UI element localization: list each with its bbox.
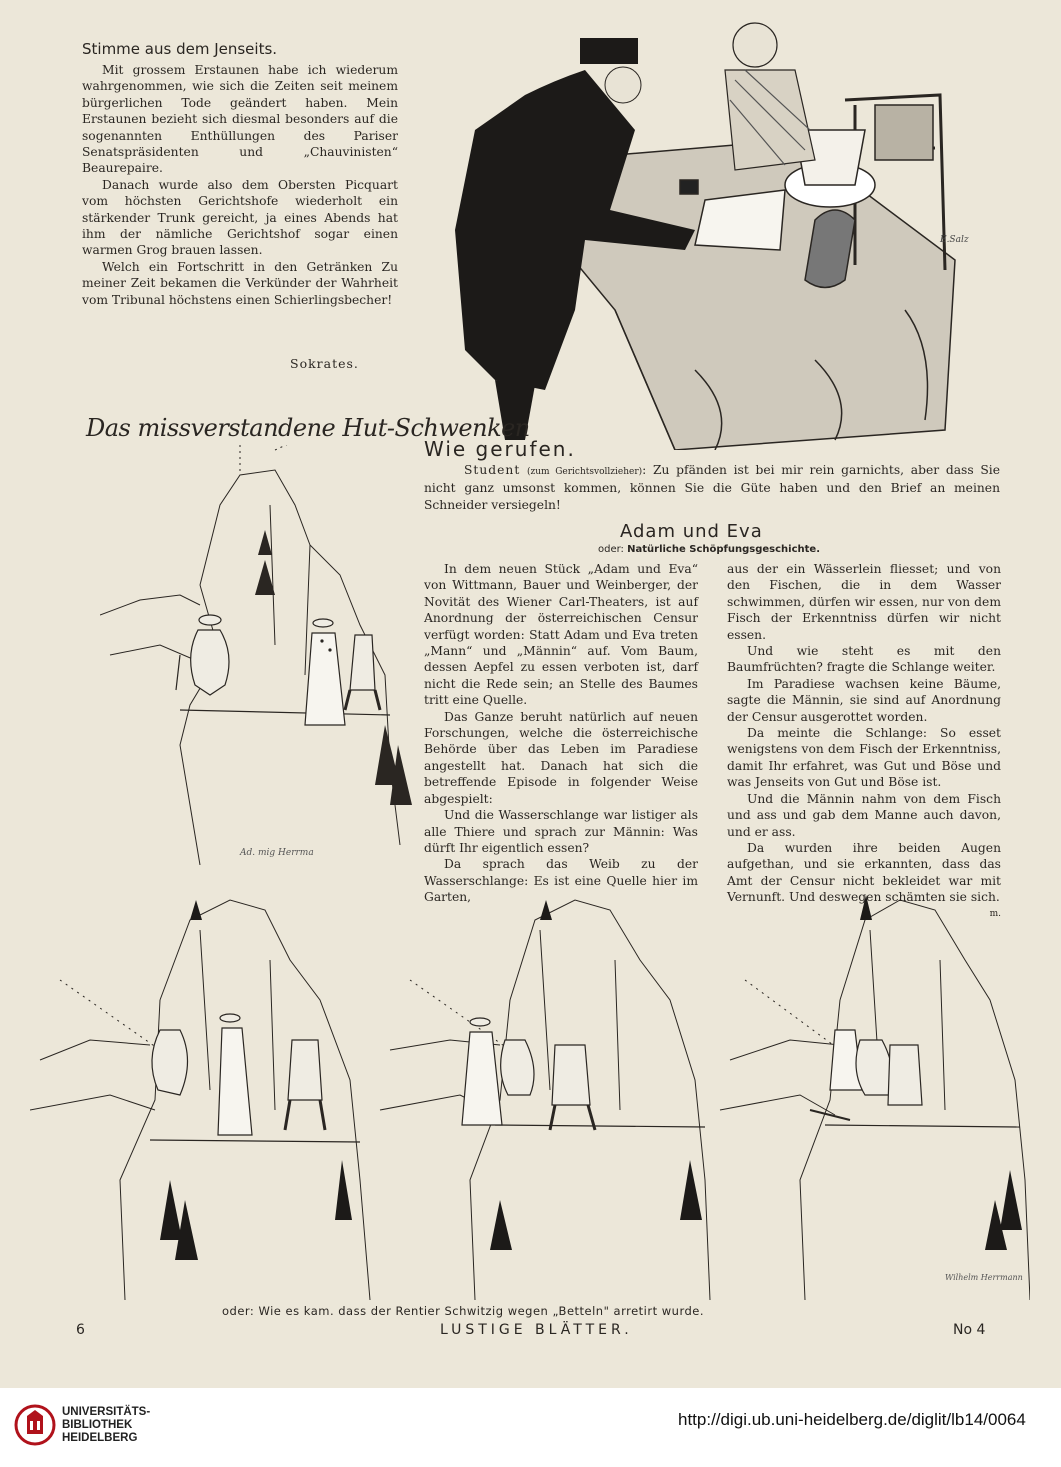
stimme-body: [82, 62, 398, 308]
wie-paragraph: [424, 462, 1000, 513]
adam-subtitle: [598, 544, 820, 555]
adam-signoff: m.: [989, 908, 1001, 919]
university-seal-icon: [14, 1404, 56, 1446]
library-name: [62, 1406, 150, 1445]
court-signature: E.Salz: [940, 235, 969, 245]
stimme-paragraph: Mit grossem Erstaunen habe ich wiederum wahrgenommen, wie sich die Zeiten seit meinem bürgerlichen Tode geändert haben. Mein Erstaunen bezieht sich diesmal besonders auf die sogenannten Enthüllungen des Pariser Senatspräsidenten und „Chauvinisten“ Beaurepaire.: [82, 63, 398, 176]
adam-paragraph: Da sprach das Weib zu der Wasserschlange: Es ist eine Quelle hier im Garten,: [424, 857, 698, 905]
adam-paragraph: Das Ganze beruht natürlich auf neuen Forschungen, welche die österreichische Behörde über das Leben im Paradiese angestellt hat. Danach hat sich die betreffende Episode in folgender Weise abgespielt:: [424, 709, 698, 806]
hut-panel-strip: [30, 880, 1030, 1300]
stimme-signature: Sokrates.: [290, 356, 359, 371]
hut-caption: oder: Wie es kam. dass der Rentier Schwitzig wegen „Betteln" arretirt wurde.: [222, 1304, 705, 1318]
wie-title: Wie gerufen.: [424, 437, 576, 461]
adam-last-paragraph: Da wurden ihre beiden Augen aufgethan, und sie erkannten, dass das Amt der Censur nicht bekleidet war mit Vernunft. Und deswegen schämten sie sich.: [727, 840, 1001, 905]
stimme-paragraph: Danach wurde also dem Obersten Picquart vom höchsten Gerichtshofe wiederholt ein stärkender Trunk gereicht, ja eines Abends hat ihm der nämliche Gerichtshof sogar einen warmen Grog brauen lassen.: [82, 177, 398, 258]
adam-column-1: [424, 561, 698, 906]
adam-paragraph: Und die Wasserschlange war listiger als alle Thiere und sprach zur Männin: Was dürft Ihr eigentlich essen?: [424, 808, 698, 855]
adam-title: Adam und Eva: [620, 521, 763, 542]
wie-body: [424, 462, 1000, 513]
hut-first-signature: Ad. mig Herrma: [240, 848, 314, 858]
wie-speaker: Student: [464, 463, 521, 477]
wie-text: : Zu pfänden ist bei mir rein garnichts, aber dass Sie nicht ganz umsonst kommen, können Sie die Güte haben und den Brief an meinen Schneider versiegeln!: [424, 463, 1000, 512]
stimme-paragraph: Welch ein Fortschritt in den Getränken Zu meiner Zeit bekamen die Verkünder der Wahrheit vom Tribunal höchstens einen Schierlingsbecher!: [82, 259, 398, 307]
page-number: 6: [76, 1322, 85, 1338]
issue-number: No 4: [953, 1322, 986, 1338]
stimme-title: Stimme aus dem Jenseits.: [82, 40, 278, 58]
source-url-link[interactable]: http://digi.ub.uni-heidelberg.de/diglit/lb14/0064: [678, 1410, 1026, 1429]
court-illustration: [435, 10, 1030, 450]
hut-last-signature: Wilhelm Herrmann: [945, 1273, 1023, 1282]
adam-paragraph: In dem neuen Stück „Adam und Eva“ von Wittmann, Bauer und Weinberger, der Novität des Wiener Carl-Theaters, ist auf Anordnung der österreichischen Censur verfügt worden: Statt Adam und Eva treten „Mann“ und „Männin“ auf. Vom Baum, dessen Aepfel zu essen verboten ist, darf nicht die Rede sein; an Stelle des Baumes tritt eine Quelle.: [424, 562, 698, 708]
adam-paragraph: [727, 840, 1001, 919]
adam-column-2: [727, 561, 1001, 922]
library-name-line: BIBLIOTHEK: [62, 1419, 133, 1431]
library-name-line: HEIDELBERG: [62, 1432, 138, 1444]
adam-paragraph: aus der ein Wässerlein fliesset; und von den Fischen, die in dem Wasser schwimmen, dürfen wir essen, nur von dem Fisch der Erkenntniss dürfen wir nicht essen.: [727, 562, 1001, 642]
adam-paragraph: Und die Männin nahm von dem Fisch und ass und gab dem Manne auch davon, und er ass.: [727, 791, 1001, 839]
magazine-title: LUSTIGE BLÄTTER.: [440, 1322, 633, 1338]
library-name-line: UNIVERSITÄTS-: [62, 1406, 151, 1418]
wie-stage-direction: (zum Gerichtsvollzieher): [527, 467, 643, 477]
hut-panel-1: [100, 445, 420, 865]
adam-subtitle-prefix: oder:: [598, 544, 624, 555]
adam-paragraph: Und wie steht es mit den Baumfrüchten? fragte die Schlange weiter.: [727, 644, 1001, 675]
hut-title: Das missverstandene Hut-Schwenken: [86, 414, 530, 442]
adam-subtitle-text: Natürliche Schöpfungsgeschichte.: [627, 544, 820, 555]
adam-paragraph: Da meinte die Schlange: So esset wenigstens von dem Fisch der Erkenntniss, damit Ihr erfahret, was Gut und Böse und was Jenseits von Gut und Böse ist.: [727, 726, 1001, 790]
adam-paragraph: Im Paradiese wachsen keine Bäume, sagte die Männin, sie sind auf Anordnung der Censur ausgerottet worden.: [727, 676, 1001, 724]
